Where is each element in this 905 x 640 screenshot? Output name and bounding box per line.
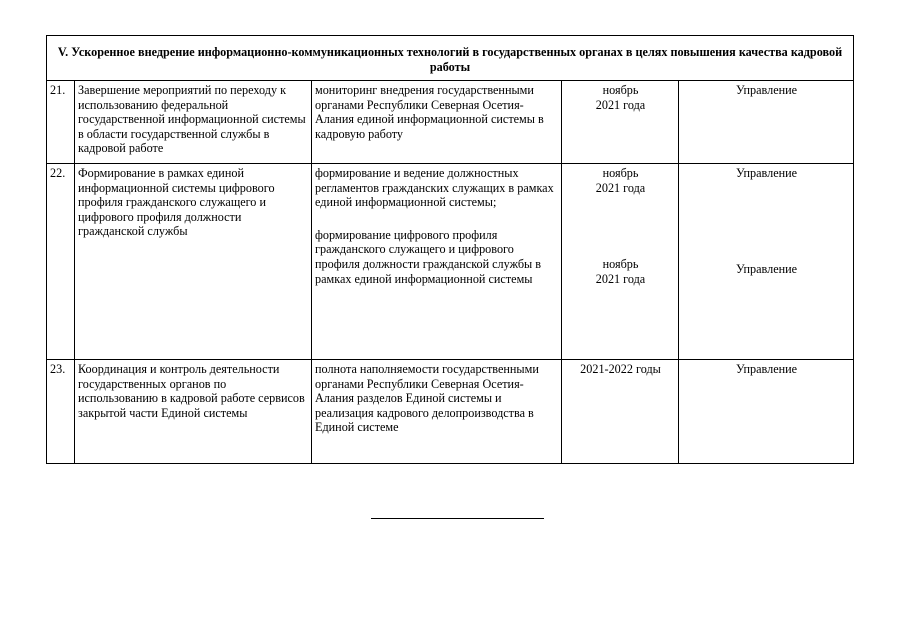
period-text: 2021-2022 годы (580, 362, 661, 376)
period-cell (562, 81, 679, 164)
executor-cell (679, 164, 854, 360)
action-text: Завершение мероприятий по переходу к использованию федеральной государственной информационной системы в области государственной службы в кадровой работе (75, 81, 312, 164)
result-text: полнота наполняемости государственными органами Республики Северная Осетия-Алания разделов Единой системы и реализация кадрового делопроизводства в Единой системе (315, 362, 539, 435)
section-title: V. Ускоренное внедрение информационно-коммуникационных технологий в государственных органах в целях повышения качества кадровой работы (47, 36, 854, 81)
table-row (47, 81, 854, 164)
result-text: формирование цифрового профиля гражданского служащего и цифрового профиля должности гражданской службы в рамках единой информационной системы (315, 227, 542, 286)
action-text: Формирование в рамках единой информационной системы цифрового профиля гражданского служащего и цифрового профиля должности гражданской службы (75, 164, 312, 360)
result-cell (312, 164, 562, 360)
row-number: 21. (47, 81, 75, 164)
row-number: 22. (47, 164, 75, 360)
row-number: 23. (47, 360, 75, 464)
period-text: ноябрь 2021 года (595, 83, 646, 112)
plan-table (46, 35, 854, 464)
executor-text: Управление (735, 362, 798, 376)
footer-divider (371, 518, 544, 519)
period-cell (562, 164, 679, 360)
executor-cell (679, 360, 854, 464)
section-header-row (47, 36, 854, 81)
result-text: формирование и ведение должностных регламентов гражданских служащих в рамках единой информационной системы; (315, 166, 554, 210)
result-cell (312, 360, 562, 464)
executor-text: Управление (735, 166, 798, 180)
executor-cell (679, 81, 854, 164)
period-text: ноябрь 2021 года (595, 166, 646, 195)
result-cell (312, 81, 562, 164)
period-text: ноябрь 2021 года (595, 257, 646, 286)
period-cell (562, 360, 679, 464)
action-text: Координация и контроль деятельности государственных органов по использованию в кадровой работе сервисов закрытой части Единой системы (75, 360, 312, 464)
table-row (47, 360, 854, 464)
table-row (47, 164, 854, 360)
result-text: мониторинг внедрения государственными органами Республики Северная Осетия-Алания единой информационной системы в кадровую работу (315, 83, 544, 141)
executor-text: Управление (735, 83, 798, 97)
executor-text: Управление (735, 261, 798, 276)
